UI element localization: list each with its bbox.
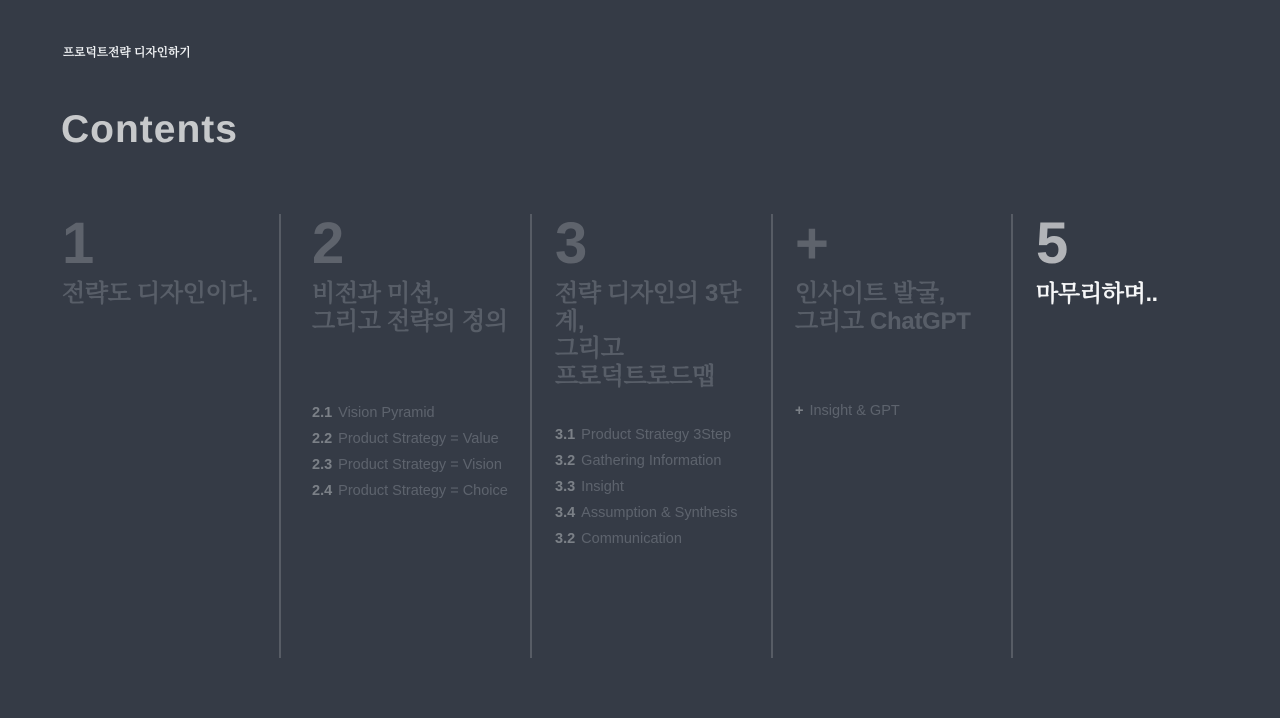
page-title: Contents	[61, 108, 238, 151]
toc-item-number: 2.2	[312, 431, 333, 447]
column-title-line: 그리고	[555, 335, 624, 362]
column-divider	[771, 214, 773, 658]
toc-item	[312, 452, 508, 478]
toc-column-1	[62, 211, 267, 308]
toc-item-number: 3.4	[555, 505, 576, 521]
toc-item	[555, 474, 738, 500]
toc-column-5	[1036, 211, 1251, 308]
toc-item-label: Assumption & Synthesis	[581, 505, 738, 521]
toc-item-label: Vision Pyramid	[338, 405, 435, 421]
column-number: 3	[555, 211, 588, 276]
column-number: 1	[62, 211, 95, 276]
toc-item	[312, 400, 508, 426]
toc-item	[555, 500, 738, 526]
column-title	[555, 280, 765, 390]
toc-item-number: 3.2	[555, 531, 576, 547]
toc-item	[555, 448, 738, 474]
toc-item-label: Insight & GPT	[809, 403, 900, 419]
toc-item-label: Product Strategy = Choice	[338, 483, 508, 499]
slide-eyebrow: 프로덕트전략 디자인하기	[63, 47, 191, 59]
column-title-line: 그리고 ChatGPT	[795, 307, 971, 335]
toc-column-2	[312, 211, 522, 499]
toc-item-number: 3.3	[555, 479, 576, 495]
toc-item-number: +	[795, 403, 804, 419]
column-number: 2	[312, 211, 345, 276]
column-divider	[530, 214, 532, 658]
toc-item-label: Communication	[581, 531, 682, 547]
toc-item-label: Gathering Information	[581, 453, 722, 469]
toc-column-4	[795, 211, 1005, 419]
toc-item-list	[312, 400, 508, 504]
column-title-line: 비전과 미션,	[312, 280, 440, 307]
column-title-line: 그리고 전략의 정의	[312, 307, 508, 335]
toc-item-list	[795, 398, 900, 424]
toc-item-list	[555, 422, 738, 552]
toc-item-label: Product Strategy = Value	[338, 431, 499, 447]
column-title-line: 마무리하며..	[1036, 280, 1158, 306]
column-title	[62, 280, 267, 308]
column-title-line: 전략 디자인의 3단계,	[555, 280, 741, 335]
toc-item-number: 2.4	[312, 483, 333, 499]
toc-item-number: 2.1	[312, 405, 333, 421]
toc-item-number: 3.1	[555, 427, 576, 443]
column-title	[1036, 280, 1251, 308]
toc-item	[795, 398, 900, 424]
column-title-line: 프로덕트로드맵	[555, 362, 716, 390]
toc-item-label: Product Strategy = Vision	[338, 457, 502, 473]
column-title	[312, 280, 522, 335]
column-title-line: 전략도 디자인이다.	[62, 280, 258, 307]
toc-item-number: 2.3	[312, 457, 333, 473]
column-divider	[1011, 214, 1013, 658]
toc-item	[312, 426, 508, 452]
toc-column-3	[555, 211, 765, 547]
column-number: 5	[1036, 211, 1069, 276]
toc-item-label: Product Strategy 3Step	[581, 427, 732, 443]
column-title	[795, 280, 1005, 335]
toc-item	[555, 526, 738, 552]
toc-item	[555, 422, 738, 448]
toc-item-number: 3.2	[555, 453, 576, 469]
column-title-line: 인사이트 발굴,	[795, 280, 946, 307]
toc-item	[312, 478, 508, 504]
toc-item-label: Insight	[581, 479, 624, 495]
column-divider	[279, 214, 281, 658]
column-number: +	[795, 211, 829, 276]
